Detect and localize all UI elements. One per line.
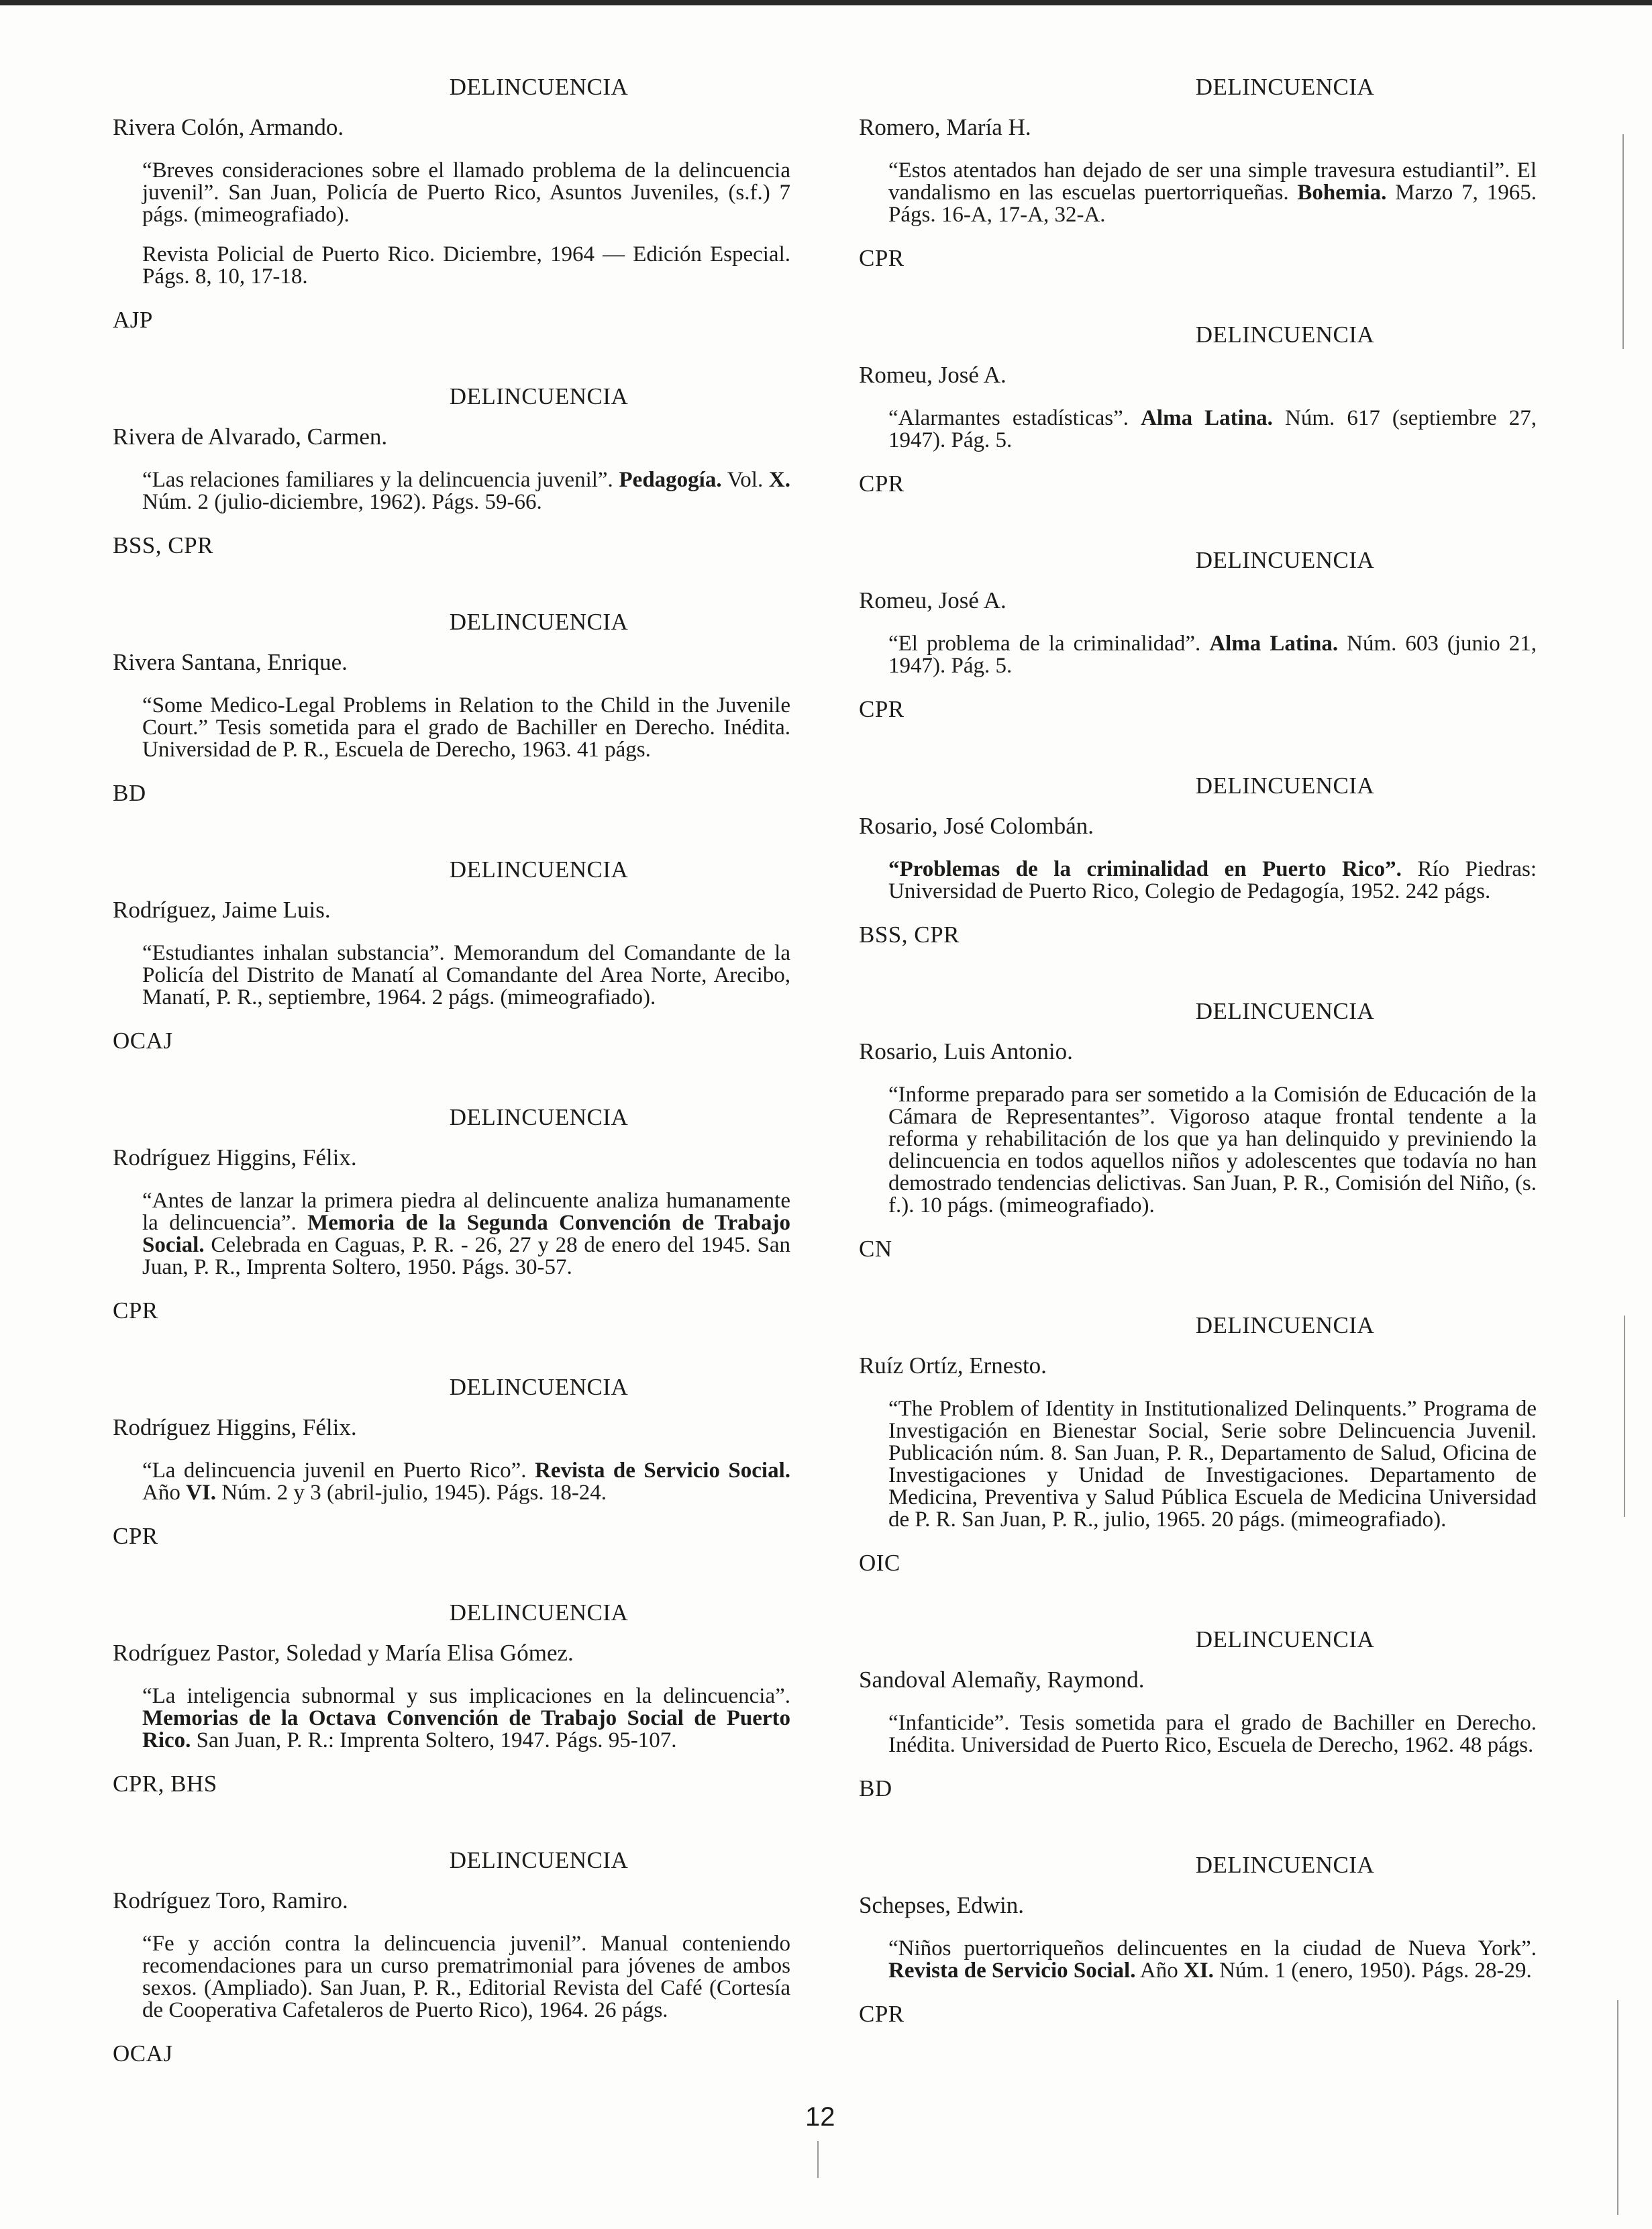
entry-spacer — [859, 497, 1537, 547]
entry-spacer — [113, 1054, 790, 1104]
entry-author: Rivera Santana, Enrique. — [113, 649, 348, 675]
library-code: OCAJ — [113, 2040, 173, 2067]
entry-author: Romero, María H. — [859, 114, 1031, 140]
entry-spacer — [113, 334, 790, 383]
entry-citation — [142, 1933, 790, 2022]
entry-spacer — [113, 1550, 790, 1599]
entry-citation — [888, 1398, 1537, 1531]
entry-author: Rodríguez Pastor, Soledad y María Elisa Gómez. — [113, 1640, 574, 1666]
bibliography-entry — [859, 1312, 1537, 1577]
entry-spacer — [113, 1797, 790, 1847]
entry-citation — [142, 695, 790, 761]
library-code: BD — [859, 1775, 892, 1801]
entry-citation — [142, 469, 790, 513]
subject-heading: DELINCUENCIA — [449, 856, 629, 883]
entry-author: Romeu, José A. — [859, 587, 1006, 613]
library-code: BSS, CPR — [113, 532, 213, 558]
entry-spacer — [859, 1262, 1537, 1312]
citation-text: Año — [142, 1481, 187, 1505]
citation-bold-text: Revista de Servicio Social. — [535, 1458, 791, 1483]
entry-citation — [142, 1190, 790, 1279]
citation-bold-text: Pedagogía. — [619, 468, 722, 492]
citation-text: Revista Policial de Puerto Rico. Diciembre, 1964 — Edición Especial. Págs. 8, 10, 17-18. — [142, 242, 790, 289]
library-code: CPR — [859, 696, 905, 722]
entry-author: Rosario, Luis Antonio. — [859, 1038, 1073, 1064]
citation-text: “Infanticide”. Tesis sometida para el grado de Bachiller en Derecho. Inédita. Universidad de Puerto Rico, Escuela de Derecho, 1962. 48 págs. — [888, 1711, 1537, 1757]
citation-bold-text: Revista de Servicio Social. — [888, 1959, 1136, 1983]
entry-author: Rodríguez Higgins, Félix. — [113, 1414, 357, 1440]
bibliography-entry — [859, 1852, 1537, 2028]
citation-text: Núm. 1 (enero, 1950). Págs. 28-29. — [1213, 1959, 1532, 1983]
library-code: CN — [859, 1236, 892, 1262]
citation-bold-text: Memoria de la Segunda Convención de Trabajo Social. — [142, 1211, 791, 1257]
citation-text: Celebrada en Caguas, P. R. - 26, 27 y 28 de enero del 1945. San Juan, P. R., Imprenta Soltero, 1950. Págs. 30-57. — [142, 1233, 790, 1279]
entry-citation — [888, 160, 1537, 226]
entry-author: Romeu, José A. — [859, 362, 1006, 388]
entry-spacer — [113, 559, 790, 609]
library-code: BD — [113, 780, 146, 806]
bibliography-entry — [859, 321, 1537, 497]
citation-text: “Estudiantes inhalan substancia”. Memorandum del Comandante de la Policía del Distrito de Manatí al Comandante del Area Norte, Arecibo, Manatí, P. R., septiembre, 1964. 2 págs. (mimeografiado). — [142, 941, 790, 1009]
citation-bold-text: VI. — [186, 1481, 217, 1505]
bibliography-entry — [113, 1599, 790, 1797]
bibliography-entry — [113, 609, 790, 807]
citation-text: Año — [1135, 1959, 1184, 1983]
citation-text: “Las relaciones familiares y la delincuencia juvenil”. — [142, 468, 619, 492]
library-code: CPR — [859, 2001, 905, 2027]
entry-citation — [888, 858, 1537, 903]
citation-text: San Juan, P. R.: Imprenta Soltero, 1947. Págs. 95-107. — [191, 1728, 677, 1752]
bibliography-entry — [859, 773, 1537, 948]
right-column — [859, 74, 1537, 2028]
entry-citation — [142, 1460, 790, 1504]
scan-mark — [1617, 2000, 1618, 2215]
citation-bold-text: X. — [768, 468, 790, 492]
bibliography-entry — [859, 998, 1537, 1262]
scan-mark — [1624, 1316, 1625, 1517]
bibliography-entry — [859, 1626, 1537, 1802]
library-code: BSS, CPR — [859, 922, 960, 948]
citation-text: “La delincuencia juvenil en Puerto Rico”. — [142, 1458, 535, 1483]
entry-spacer — [113, 807, 790, 856]
citation-text: “Niños puertorriqueños delincuentes en la ciudad de Nueva York”. — [888, 1936, 1537, 1961]
entry-author: Rodríguez Toro, Ramiro. — [113, 1887, 348, 1914]
entry-citation — [888, 1938, 1537, 1982]
bibliography-entry — [859, 547, 1537, 723]
subject-heading: DELINCUENCIA — [1195, 321, 1375, 348]
entry-spacer — [859, 272, 1537, 321]
subject-heading: DELINCUENCIA — [1195, 998, 1375, 1024]
library-code: OCAJ — [113, 1028, 173, 1054]
top-border-line — [0, 0, 1652, 5]
citation-bold-text: Memorias de la Octava Convención de Trabajo Social de Puerto Rico. — [142, 1706, 790, 1752]
entry-citation — [142, 942, 790, 1009]
citation-text: Núm. 2 (julio-diciembre, 1962). Págs. 59-66. — [142, 490, 542, 514]
entry-spacer — [859, 1802, 1537, 1852]
citation-text: Río Piedras: Universidad de Puerto Rico, Colegio de Pedagogía, 1952. 242 págs. — [888, 857, 1537, 903]
citation-bold-text: Bohemia. — [1297, 181, 1387, 205]
bibliography-entry — [113, 383, 790, 559]
citation-text: “La inteligencia subnormal y sus implicaciones en la delincuencia”. — [142, 1684, 790, 1708]
citation-bold-text: Alma Latina. — [1141, 406, 1273, 430]
citation-text: Núm. 603 (junio 21, 1947). Pág. 5. — [888, 632, 1537, 678]
library-code: CPR — [859, 470, 905, 497]
library-code: CPR — [113, 1297, 158, 1324]
bibliography-entry — [113, 1374, 790, 1550]
citation-text: “The Problem of Identity in Institutionalized Delinquents.” Programa de Investigación en Bienestar Social, Serie sobre Delincuencia Juvenil. Publicación núm. 8. San Juan, P. R., Departamento de Salud, Oficina de Investigaciones y Unidad de Investigaciones. Departamento de Medicina, Preventiva y Salud Pública Escuela de Medicina Universidad de P. R. San Juan, P. R., julio, 1965. 20 págs. (mimeografiado). — [888, 1397, 1537, 1532]
entry-spacer — [859, 723, 1537, 773]
scan-mark — [1622, 134, 1624, 349]
entry-author: Schepses, Edwin. — [859, 1892, 1024, 1918]
scan-mark — [817, 2141, 819, 2178]
entry-spacer — [113, 1324, 790, 1374]
left-column — [113, 74, 790, 2067]
entry-spacer — [859, 948, 1537, 998]
citation-text: “Alarmantes estadísticas”. — [888, 406, 1141, 430]
bibliography-entry — [859, 74, 1537, 272]
citation-text: “Antes de lanzar la primera piedra al delincuente analiza humanamente la delincuencia”. — [142, 1189, 790, 1235]
citation-bold-text: Alma Latina. — [1209, 632, 1339, 656]
library-code: OIC — [859, 1550, 900, 1576]
entry-citation — [888, 1712, 1537, 1756]
subject-heading: DELINCUENCIA — [449, 1374, 629, 1400]
library-code: CPR — [113, 1523, 158, 1549]
entry-citation — [142, 244, 790, 288]
citation-text: “El problema de la criminalidad”. — [888, 632, 1210, 656]
citation-text: “Breves consideraciones sobre el llamado problema de la delincuencia juvenil”. San Juan, Policía de Puerto Rico, Asuntos Juveniles, (s.f.) 7 págs. (mimeografiado). — [142, 158, 790, 227]
subject-heading: DELINCUENCIA — [1195, 1626, 1375, 1652]
citation-text: “Some Medico-Legal Problems in Relation to the Child in the Juvenile Court.” Tesis sometida para el grado de Bachiller en Derecho. Inédita. Universidad de P. R., Escuela de Derecho, 1963. 41 págs. — [142, 693, 790, 762]
citation-text: “Estos atentados han dejado de ser una simple travesura estudiantil”. El vandalismo en las escuelas puertorriqueñas. — [888, 158, 1537, 205]
entry-author: Rodríguez Higgins, Félix. — [113, 1144, 357, 1171]
entry-citation — [142, 1685, 790, 1752]
subject-heading: DELINCUENCIA — [449, 1847, 629, 1873]
entry-citation — [888, 407, 1537, 452]
citation-text: Núm. 2 y 3 (abril-julio, 1945). Págs. 18-24. — [216, 1481, 607, 1505]
citation-bold-text: “Problemas de la criminalidad en Puerto Rico”. — [888, 857, 1402, 881]
entry-citation — [888, 1084, 1537, 1217]
entry-author: Rosario, José Colombán. — [859, 813, 1094, 839]
entry-citation — [142, 160, 790, 226]
subject-heading: DELINCUENCIA — [1195, 547, 1375, 573]
citation-text: Núm. 617 (septiembre 27, 1947). Pág. 5. — [888, 406, 1537, 452]
library-code: CPR — [859, 245, 905, 271]
library-code: AJP — [113, 307, 153, 333]
subject-heading: DELINCUENCIA — [1195, 1312, 1375, 1338]
entry-author: Ruíz Ortíz, Ernesto. — [859, 1352, 1047, 1379]
page-number: 12 — [805, 2102, 835, 2132]
citation-text: “Fe y acción contra la delincuencia juvenil”. Manual conteniendo recomendaciones para un curso prematrimonial para jóvenes de ambos sexos. (Ampliado). San Juan, P. R., Editorial Revista del Café (Cortesía de Cooperativa Cafetaleros de Puerto Rico), 1964. 26 págs. — [142, 1932, 790, 2022]
subject-heading: DELINCUENCIA — [449, 74, 629, 100]
entry-spacer — [859, 1577, 1537, 1626]
subject-heading: DELINCUENCIA — [449, 609, 629, 635]
entry-author: Rodríguez, Jaime Luis. — [113, 897, 331, 923]
subject-heading: DELINCUENCIA — [1195, 773, 1375, 799]
bibliography-entry — [113, 74, 790, 334]
entry-author: Sandoval Alemañy, Raymond. — [859, 1667, 1145, 1693]
citation-text: Vol. — [721, 468, 769, 492]
citation-text: Marzo 7, 1965. Págs. 16-A, 17-A, 32-A. — [888, 181, 1537, 227]
subject-heading: DELINCUENCIA — [449, 383, 629, 409]
bibliography-entry — [113, 1104, 790, 1324]
bibliography-entry — [113, 856, 790, 1054]
subject-heading: DELINCUENCIA — [449, 1599, 629, 1626]
citation-bold-text: XI. — [1183, 1959, 1214, 1983]
subject-heading: DELINCUENCIA — [1195, 1852, 1375, 1878]
bibliography-entry — [113, 1847, 790, 2067]
entry-citation — [888, 633, 1537, 677]
subject-heading: DELINCUENCIA — [449, 1104, 629, 1130]
citation-text: “Informe preparado para ser sometido a la Comisión de Educación de la Cámara de Representantes”. Vigoroso ataque frontal tendente a la reforma y rehabilitación de los que ya han delinquido y previniendo la delincuencia en todos aquellos niños y adolescentes que todavía no han demostrado tendencias delictivas. San Juan, P. R., Comisión del Niño, (s. f.). 10 págs. (mimeografiado). — [888, 1083, 1537, 1218]
entry-author: Rivera Colón, Armando. — [113, 114, 344, 140]
entry-author: Rivera de Alvarado, Carmen. — [113, 424, 388, 450]
subject-heading: DELINCUENCIA — [1195, 74, 1375, 100]
library-code: CPR, BHS — [113, 1771, 217, 1797]
